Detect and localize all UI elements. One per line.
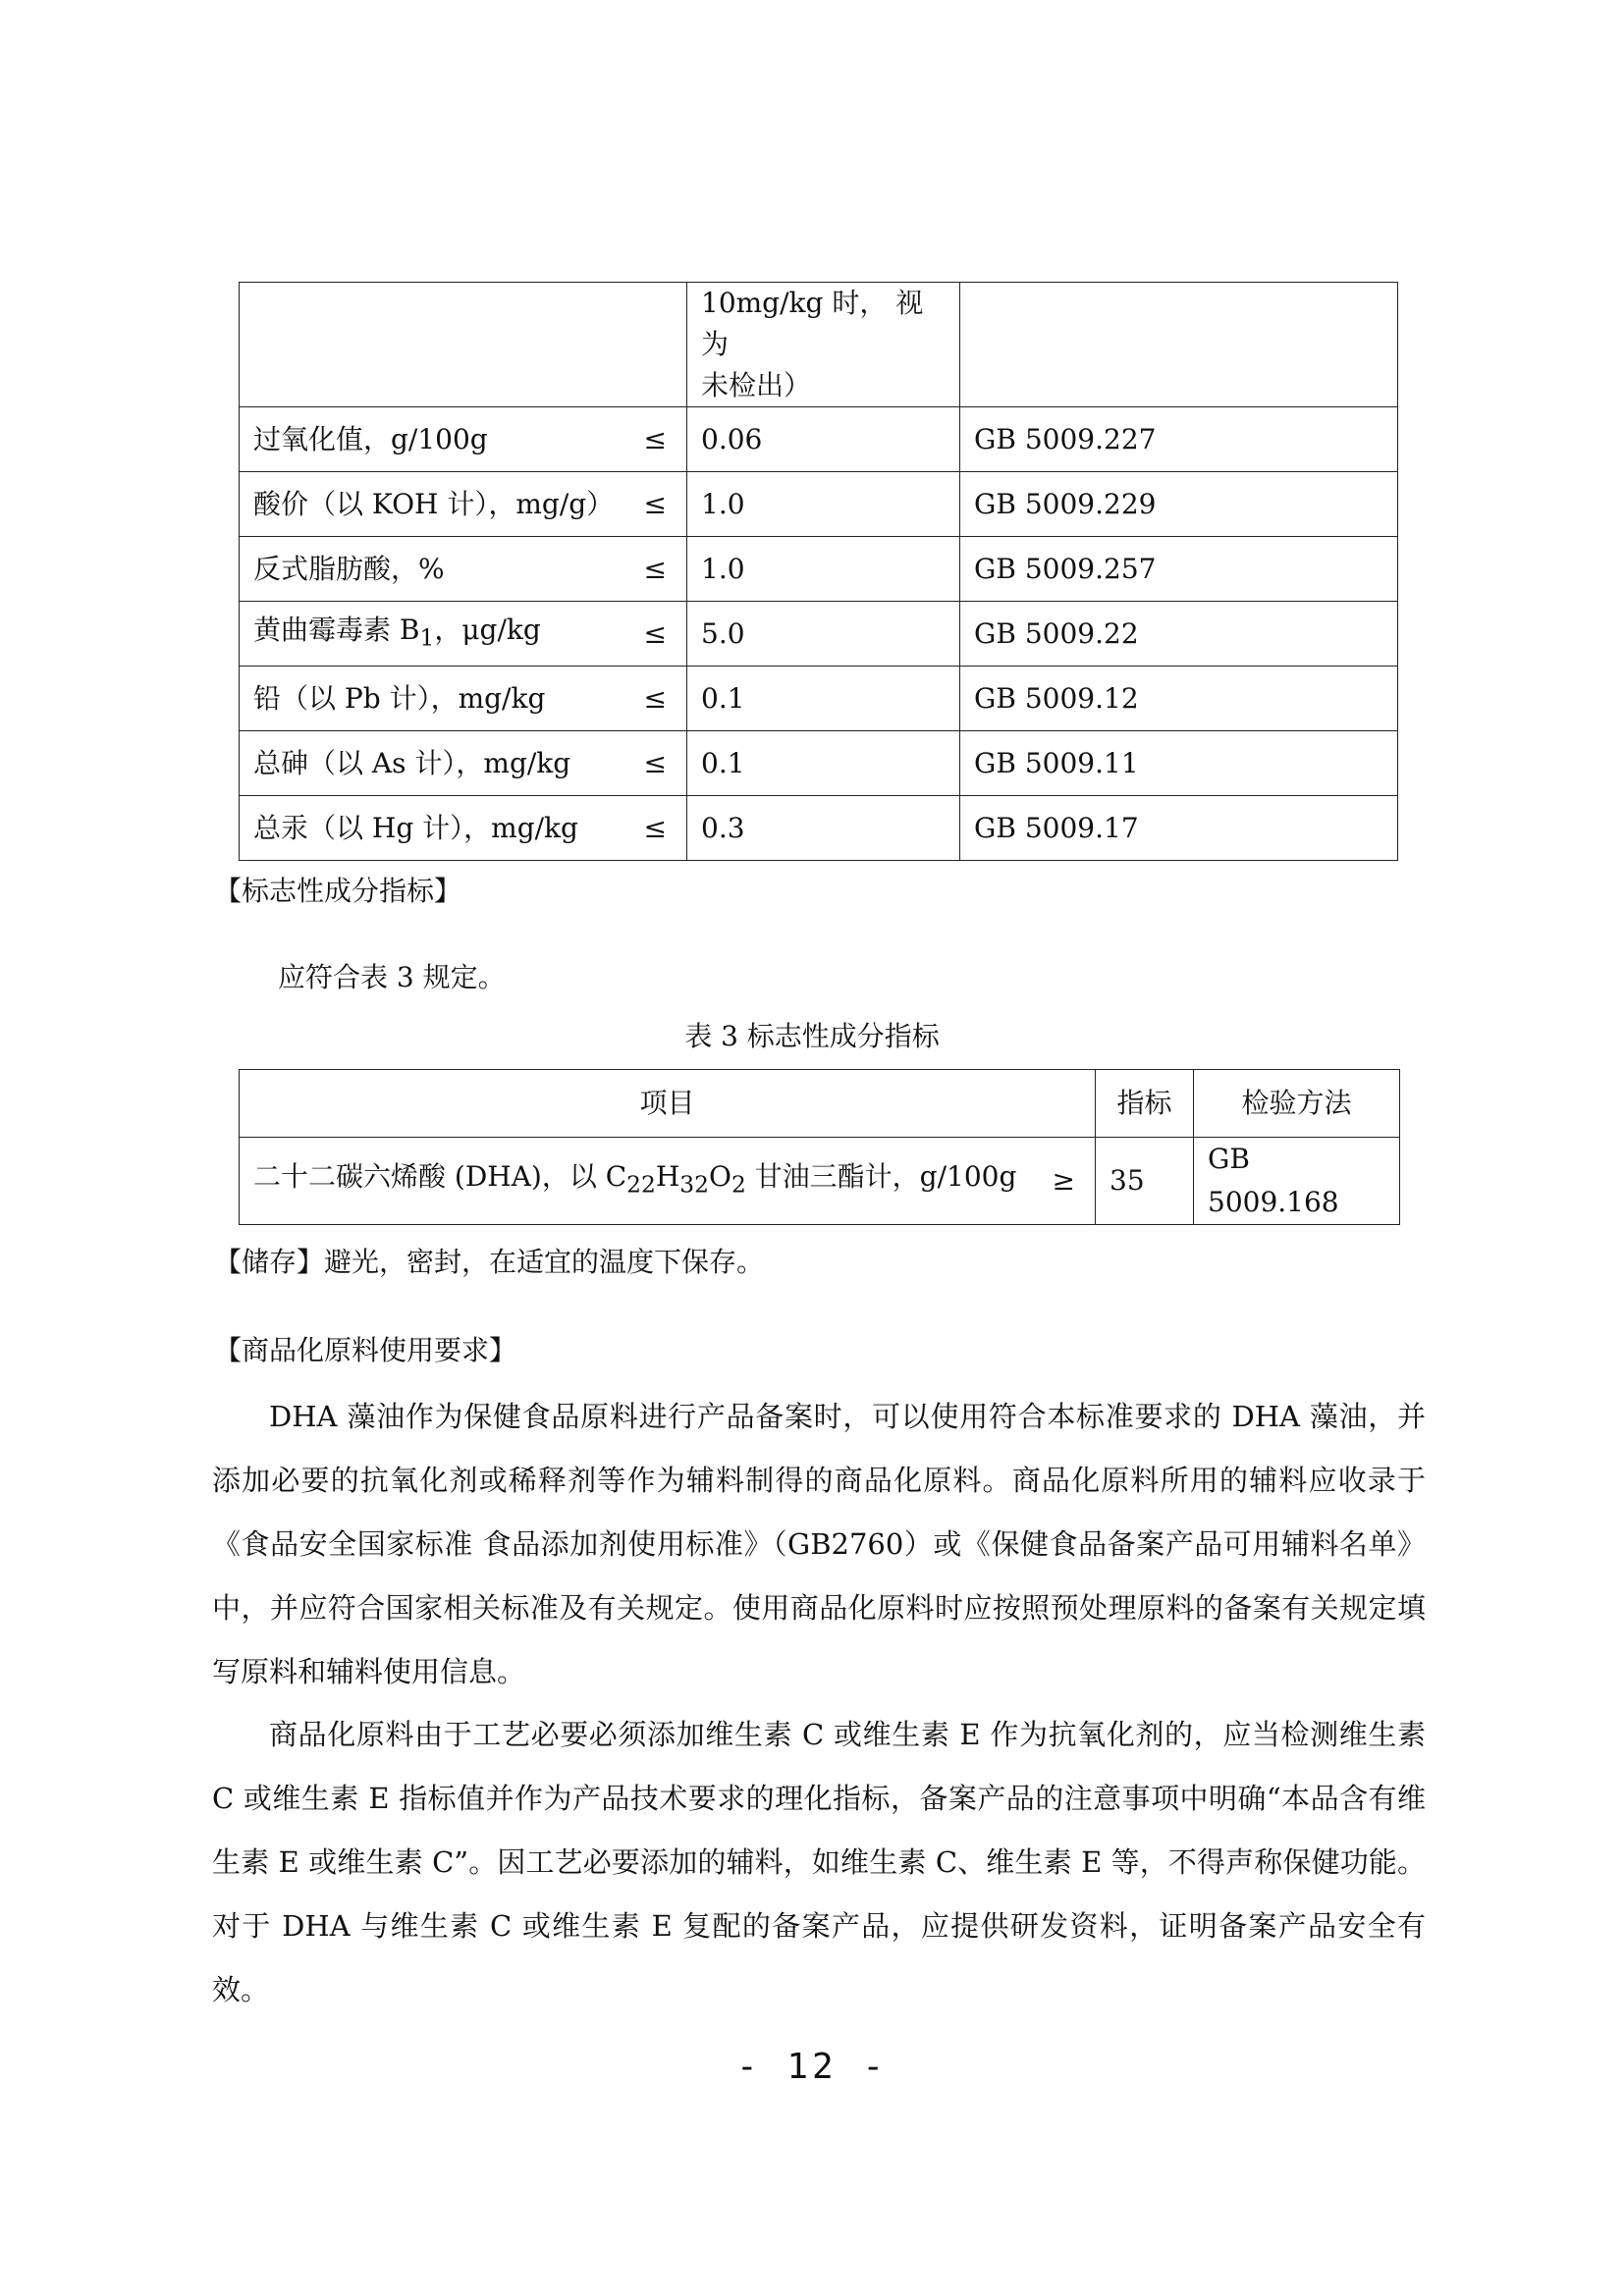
item-label: 总砷（以 As 计），mg/kg [253,746,571,779]
commercial-paragraph-2: 商品化原料由于工艺必要必须添加维生素 C 或维生素 E 作为抗氧化剂的，应当检测维生素 C 或维生素 E 指标值并作为产品技术要求的理化指标，备案产品的注意事项中明确“本品含有维生素 E 或维生素 C”。因工艺必要添加的辅料，如维生素 C、维生素 E 等，不得声称保健功能。对于 DHA 与维生素 C 或维生素 E 复配的备案产品，应提供研发资料，证明备案产品安全有效。 [212,1718,1426,2006]
item-cell [240,796,687,861]
limit-symbol: ≤ [643,616,667,650]
item-subscript: 2 [731,1170,746,1199]
table-row [240,667,1398,731]
limit-symbol: ≤ [643,422,667,455]
item-text-part: H [655,1160,680,1194]
header-method: 检验方法 [1194,1070,1400,1138]
item-label: 酸价（以 KOH 计），mg/g） [253,487,615,520]
method-cell: GB 5009.227 [960,407,1398,472]
item-label: 反式脂肪酸，% [253,552,445,585]
value-line-1: 10mg/kg 时， 视为 [701,287,924,360]
method-cell: GB 5009.17 [960,796,1398,861]
item-cell [240,472,687,537]
page-number: - 12 - [735,2047,889,2087]
item-label-subscript: 1 [419,623,435,652]
item-text-part: 甘油三酯计，g/100g [745,1160,1017,1194]
item-cell [240,667,687,731]
limit-symbol: ≤ [643,681,667,715]
marker-intro-text: 应符合表 3 规定。 [278,961,506,993]
item-cell [240,537,687,602]
value-cell: 0.1 [687,731,960,796]
item-cell [240,283,687,407]
item-text-part: O [708,1160,731,1194]
method-cell: GB 5009.229 [960,472,1398,537]
value-cell: 5.0 [687,602,960,667]
table-row [240,731,1398,796]
limit-symbol: ≤ [643,811,667,844]
item-label: 过氧化值，g/100g [253,422,488,455]
limit-symbol: ≤ [643,487,667,520]
table-row [240,1138,1400,1225]
item-label [253,609,541,660]
item-label [253,1155,1016,1206]
item-label: 铅（以 Pb 计），mg/kg [253,681,546,715]
physicochemical-table [239,282,1398,861]
commercial-paragraph-1: DHA 藻油作为保健食品原料进行产品备案时，可以使用符合本标准要求的 DHA 藻油，并添加必要的抗氧化剂或稀释剂等作为辅料制得的商品化原料。商品化原料所用的辅料应收录于《食品安全国家标准 食品添加剂使用标准》（GB2760）或《保健食品备案产品可用辅料名单》中，并应符合国家相关标准及有关规定。使用商品化原料时应按照预处理原料的备案有关规定填写原料和辅料使用信息。 [212,1400,1426,1688]
item-label-prefix: 黄曲霉毒素 B [253,613,420,646]
item-cell [240,1138,1096,1225]
item-label: 总汞（以 Hg 计），mg/kg [253,811,578,844]
value-cell [687,283,960,407]
table-row [240,602,1398,667]
method-cell: GB 5009.22 [960,602,1398,667]
storage-text: 避光，密封，在适宜的温度下保存。 [324,1246,765,1278]
table-header-row [240,1070,1400,1138]
item-cell [240,407,687,472]
method-cell: GB 5009.257 [960,537,1398,602]
value-cell: 0.1 [687,667,960,731]
table-row [240,796,1398,861]
table-row [240,407,1398,472]
header-item: 项目 [240,1070,1096,1138]
marker-ingredient-table [239,1069,1400,1225]
table-row [240,472,1398,537]
item-subscript: 32 [679,1170,709,1199]
commercial-section-heading: 【商品化原料使用要求】 [214,1334,517,1366]
method-cell: GB 5009.12 [960,667,1398,731]
value-cell: 0.06 [687,407,960,472]
table-row [240,537,1398,602]
limit-symbol: ≤ [643,552,667,585]
limit-symbol: ≥ [1052,1164,1075,1197]
method-cell [960,283,1398,407]
limit-symbol: ≤ [643,746,667,779]
storage-label: 【储存】 [214,1246,325,1278]
method-cell: GB 5009.168 [1194,1138,1400,1225]
value-cell: 1.0 [687,537,960,602]
value-cell: 1.0 [687,472,960,537]
item-cell [240,602,687,667]
item-text-part: 二十二碳六烯酸 (DHA)，以 C [253,1160,627,1194]
table3-caption: 表 3 标志性成分指标 [684,1020,940,1052]
table-row [240,283,1398,407]
header-index: 指标 [1096,1070,1194,1138]
item-label-suffix: ，μg/kg [434,613,541,646]
value-cell: 0.3 [687,796,960,861]
item-subscript: 22 [626,1170,656,1199]
item-cell [240,731,687,796]
marker-section-heading: 【标志性成分指标】 [214,875,462,907]
storage-line [214,1241,764,1284]
value-line-2: 未检出） [701,369,812,401]
method-cell: GB 5009.11 [960,731,1398,796]
value-cell: 35 [1096,1138,1194,1225]
